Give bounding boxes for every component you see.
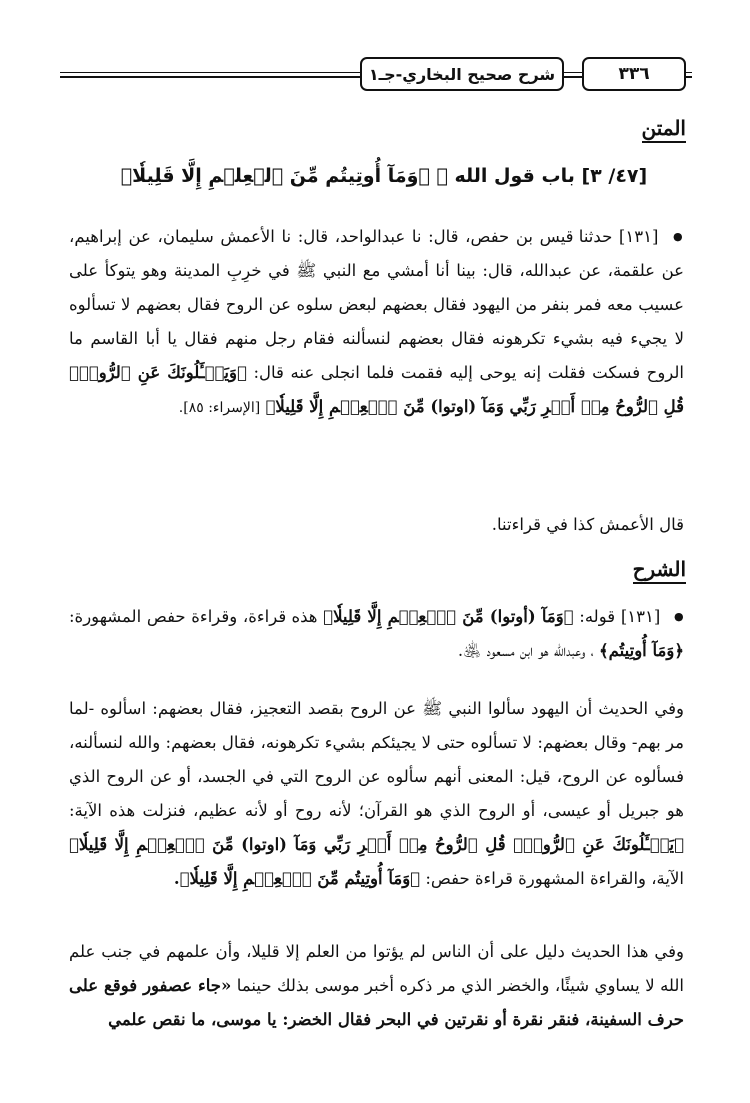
verse-citation: [الإسراء: ٨٥]. bbox=[178, 400, 261, 416]
hadith-text: حدثنا قيس بن حفص، قال: نا عبدالواحد، قال: نا الأعمش سليمان، عن إبراهيم، عن علقمة، عن عبدالله، قال: بينا أنا أمشي مع النبي ﷺ في خرِبِ المدينة وهو يتوكأ على عسيب معه فمر بنفر من اليهود فقال بعضهم لبعض سلوه عن الروح فقال بعضهم لا تسألوه لا يجيء فيه بشيء تكرهونه فقال بعضهم لنسألنه فقام رجل منهم فقال يا أبا القاسم ما الروح فسكت فقلت إنه يوحى إليه فقمت فلما انجلى عنه قال: bbox=[69, 227, 685, 382]
sharh-verse-2: ﴿وَمَآ أُوتِيتُم﴾ bbox=[599, 641, 684, 660]
sharh-label: الشرح bbox=[633, 557, 686, 584]
sharh-p3-quote: «جاء عصفور فوقع على حرف السفينة، فنقر نقرة أو نقرتين في البحر فقال الخضر: يا موسى، ما نقص علمي bbox=[69, 976, 684, 1029]
hadith-verse: ﴿وَيَسۡـَٔلُونَكَ عَنِ ٱلرُّوحِۖ قُلِ ٱلرُّوحُ مِنۡ أَمۡرِ رَبِّي وَمَآ (اوتوا) مِّنَ ٱلۡعِلۡمِ إِلَّا قَلِيلٗا﴾ bbox=[69, 363, 684, 416]
hadith-number: [١٣١] bbox=[618, 227, 659, 246]
chapter-number: [٤٧/ ٣] bbox=[581, 165, 648, 187]
sharh-number: [١٣١] bbox=[620, 607, 661, 626]
sharh-mid: هذه قراءة، وقراءة حفص المشهورة: bbox=[69, 607, 318, 626]
sharh-p2-verse-2: ﴿وَمَآ أُوتِيتُم مِّنَ ٱلۡعِلۡمِ إِلَّا قَلِيلٗا﴾. bbox=[173, 869, 421, 888]
sharh-p2-text: وفي الحديث أن اليهود سألوا النبي ﷺ عن الروح بقصد التعجيز، فقال بعضهم: اسألوه -لما مر بهم- وقال بعضهم: لا تسألوه حتى لا يجيئكم بشيء تكرهونه، فقال بعضهم: والله لنسألنه، فسألوه عن الروح، قيل: المعنى أنهم سألوه عن الروح التي في الجسد، أو عن الروح الذي هو جبريل أو عيسى، أو الروح الذي هو القرآن؛ لأنه روح أو لأنه عظيم، فنزلت هذه الآية: bbox=[69, 699, 684, 820]
matn-label: المتن bbox=[642, 116, 686, 143]
chapter-heading bbox=[84, 165, 684, 187]
sharh-p3-text: وفي هذا الحديث دليل على أن الناس لم يؤتوا من العلم إلا قليلا، وأن علمهم في جنب علم الله لا يساوي شيئًا، والخضر الذي مر ذكره أخبر موسى بذلك حينما bbox=[69, 942, 685, 995]
sharh-end: ، وعبدالله هو ابن مسعود ﵁. bbox=[457, 641, 594, 660]
sharh-p2-text-2: الآية، والقراءة المشهورة قراءة حفص: bbox=[425, 869, 684, 888]
chapter-title: باب قول الله ﷻ bbox=[436, 165, 575, 187]
sharh-p2-verse-1: ﴿يَسۡـَٔلُونَكَ عَنِ ٱلرُّوحِۖ قُلِ ٱلرُّوحُ مِنۡ أَمۡرِ رَبِّي وَمَآ (اوتوا) مِّنَ ٱلۡعِلۡمِ إِلَّا قَلِيلٗا﴾ bbox=[69, 835, 684, 854]
sharh-paragraph-2 bbox=[69, 692, 684, 896]
page-number: ٣٣٦ bbox=[582, 57, 686, 91]
chapter-verse: ﴿وَمَآ أُوتِيتُم مِّنَ ٱلۡعِلۡمِ إِلَّا قَلِيلٗا﴾ bbox=[120, 165, 430, 187]
sharh-paragraph-3 bbox=[69, 935, 684, 1037]
sharh-intro: قوله: bbox=[579, 607, 616, 626]
sharh-verse-1: ﴿وَمَآ (أوتوا) مِّنَ ٱلۡعِلۡمِ إِلَّا قَلِيلٗا﴾ bbox=[323, 607, 574, 626]
matn-hadith bbox=[69, 220, 684, 425]
book-title: شرح صحيح البخاري-جـ١ bbox=[360, 57, 564, 91]
matn-note: قال الأعمش كذا في قراءتنا. bbox=[491, 515, 684, 534]
page-header bbox=[60, 57, 692, 93]
sharh-paragraph-1 bbox=[69, 600, 684, 668]
